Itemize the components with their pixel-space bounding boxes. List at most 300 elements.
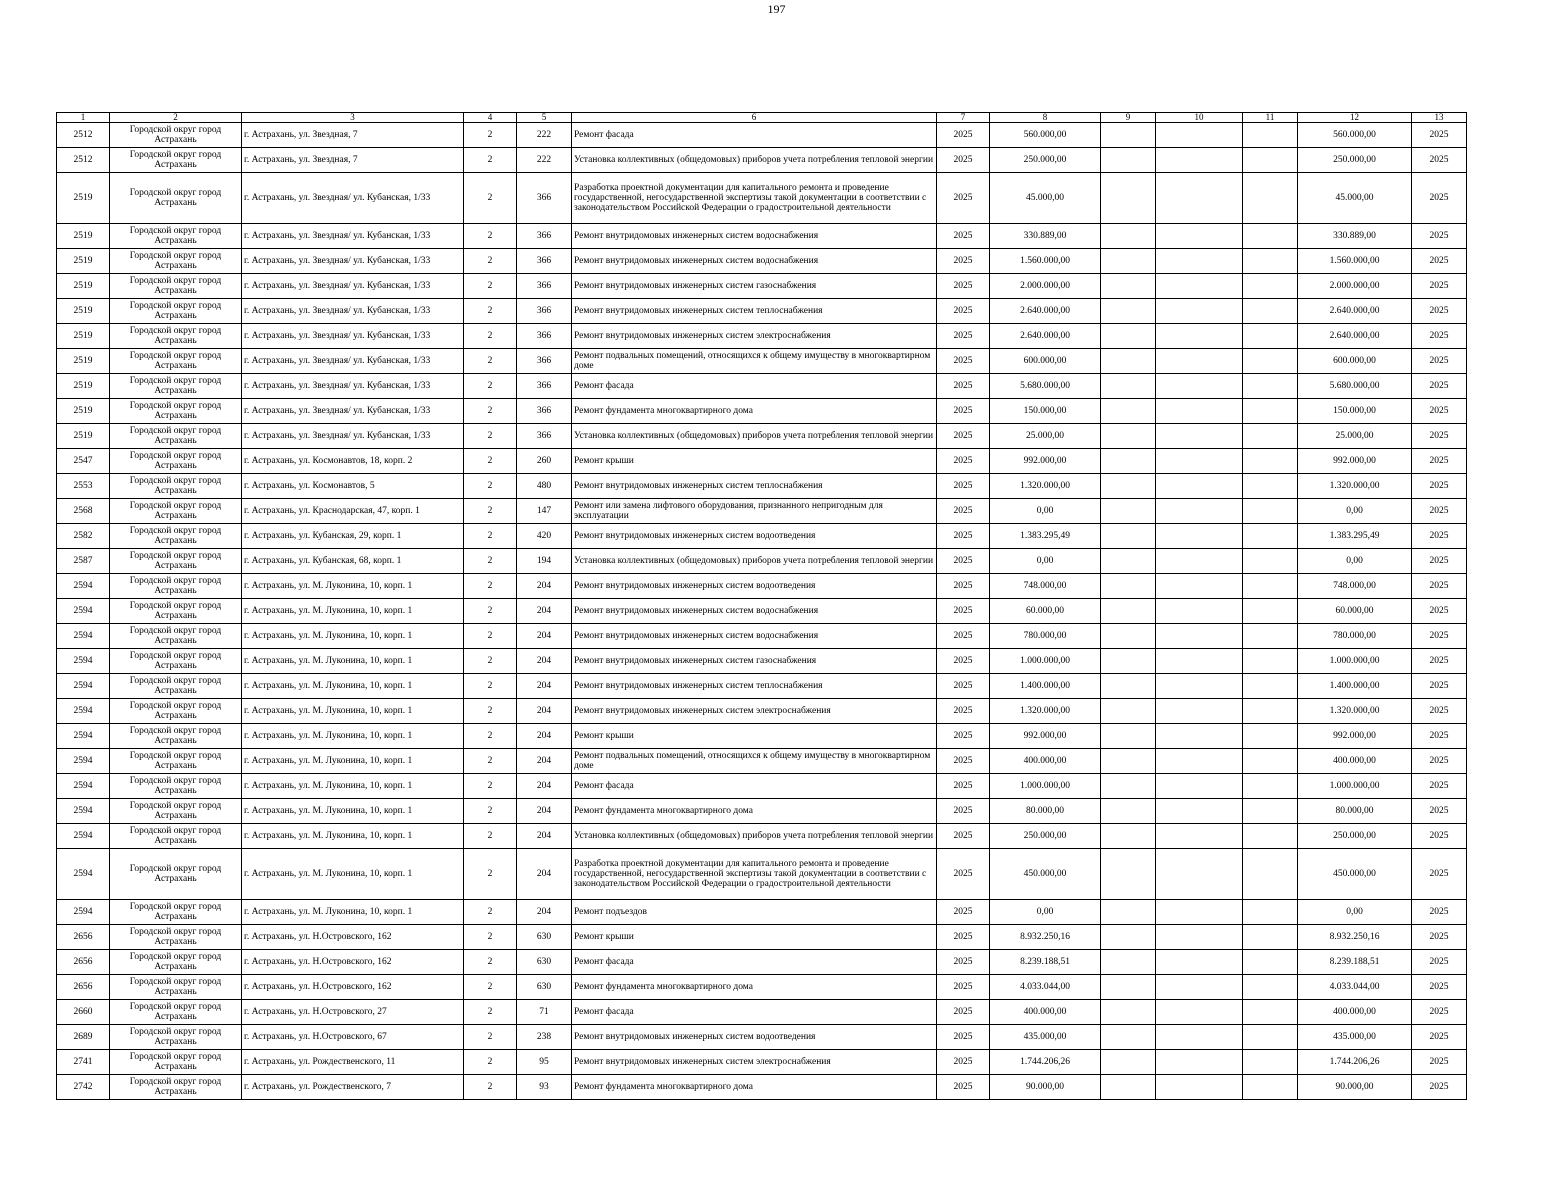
table-row bbox=[57, 699, 1467, 724]
cost-total-cell: 1.320.000,00 bbox=[990, 699, 1101, 724]
col-4-value-cell: 2 bbox=[464, 324, 517, 349]
end-year-cell: 2025 bbox=[1412, 299, 1467, 324]
col-10-value-cell bbox=[1156, 299, 1243, 324]
col-11-value-cell bbox=[1243, 1050, 1298, 1075]
row-id-cell: 2519 bbox=[57, 324, 110, 349]
end-year-cell: 2025 bbox=[1412, 224, 1467, 249]
col-4-value-cell: 2 bbox=[464, 900, 517, 925]
col-5-value-cell: 366 bbox=[517, 299, 572, 324]
cost-fund-cell: 330.889,00 bbox=[1298, 224, 1412, 249]
cost-total-cell: 435.000,00 bbox=[990, 1025, 1101, 1050]
col-11-value-cell bbox=[1243, 449, 1298, 474]
start-year-cell: 2025 bbox=[937, 950, 990, 975]
start-year-cell: 2025 bbox=[937, 274, 990, 299]
row-id-cell: 2519 bbox=[57, 349, 110, 374]
col-10-value-cell bbox=[1156, 749, 1243, 774]
col-4-value-cell: 2 bbox=[464, 749, 517, 774]
address-cell: г. Астрахань, ул. М. Луконина, 10, корп. 1 bbox=[242, 900, 464, 925]
col-4-value-cell: 2 bbox=[464, 449, 517, 474]
cost-fund-cell: 748.000,00 bbox=[1298, 574, 1412, 599]
table-row bbox=[57, 224, 1467, 249]
col-10-value-cell bbox=[1156, 900, 1243, 925]
col-10-value-cell bbox=[1156, 1075, 1243, 1100]
work-type-cell: Ремонт внутридомовых инженерных систем водоотведения bbox=[572, 1025, 937, 1050]
end-year-cell: 2025 bbox=[1412, 599, 1467, 624]
col-10-value-cell bbox=[1156, 374, 1243, 399]
col-5-value-cell: 204 bbox=[517, 824, 572, 849]
table-row bbox=[57, 950, 1467, 975]
municipality-cell: Городской округ город Астрахань bbox=[110, 599, 242, 624]
col-10-value-cell bbox=[1156, 399, 1243, 424]
cost-total-cell: 450.000,00 bbox=[990, 849, 1101, 900]
col-11-value-cell bbox=[1243, 549, 1298, 574]
municipality-cell: Городской округ город Астрахань bbox=[110, 173, 242, 224]
cost-fund-cell: 0,00 bbox=[1298, 499, 1412, 524]
col-9-value-cell bbox=[1101, 324, 1156, 349]
work-type-cell: Ремонт внутридомовых инженерных систем водоснабжения bbox=[572, 624, 937, 649]
work-type-cell: Ремонт внутридомовых инженерных систем водоснабжения bbox=[572, 599, 937, 624]
col-11-value-cell bbox=[1243, 349, 1298, 374]
end-year-cell: 2025 bbox=[1412, 1000, 1467, 1025]
address-cell: г. Астрахань, ул. М. Луконина, 10, корп. 1 bbox=[242, 574, 464, 599]
col-9-value-cell bbox=[1101, 274, 1156, 299]
cost-fund-cell: 2.640.000,00 bbox=[1298, 299, 1412, 324]
cost-total-cell: 400.000,00 bbox=[990, 1000, 1101, 1025]
col-5-value-cell: 238 bbox=[517, 1025, 572, 1050]
end-year-cell: 2025 bbox=[1412, 774, 1467, 799]
row-id-cell: 2594 bbox=[57, 599, 110, 624]
col-10-value-cell bbox=[1156, 349, 1243, 374]
address-cell: г. Астрахань, ул. Рождественского, 7 bbox=[242, 1075, 464, 1100]
start-year-cell: 2025 bbox=[937, 1000, 990, 1025]
col-9-value-cell bbox=[1101, 349, 1156, 374]
municipality-cell: Городской округ город Астрахань bbox=[110, 524, 242, 549]
cost-fund-cell: 250.000,00 bbox=[1298, 148, 1412, 173]
table-row bbox=[57, 724, 1467, 749]
col-11-value-cell bbox=[1243, 749, 1298, 774]
end-year-cell: 2025 bbox=[1412, 724, 1467, 749]
table-row bbox=[57, 1050, 1467, 1075]
row-id-cell: 2519 bbox=[57, 249, 110, 274]
col-9-value-cell bbox=[1101, 1000, 1156, 1025]
row-id-cell: 2519 bbox=[57, 274, 110, 299]
work-type-cell: Ремонт фундамента многоквартирного дома bbox=[572, 975, 937, 1000]
row-id-cell: 2689 bbox=[57, 1025, 110, 1050]
address-cell: г. Астрахань, ул. Краснодарская, 47, корп. 1 bbox=[242, 499, 464, 524]
row-id-cell: 2594 bbox=[57, 724, 110, 749]
work-type-cell: Установка коллективных (общедомовых) приборов учета потребления тепловой энергии bbox=[572, 549, 937, 574]
start-year-cell: 2025 bbox=[937, 1025, 990, 1050]
col-11-value-cell bbox=[1243, 975, 1298, 1000]
end-year-cell: 2025 bbox=[1412, 674, 1467, 699]
col-5-value-cell: 366 bbox=[517, 324, 572, 349]
table-row bbox=[57, 1025, 1467, 1050]
cost-fund-cell: 150.000,00 bbox=[1298, 399, 1412, 424]
cost-fund-cell: 992.000,00 bbox=[1298, 724, 1412, 749]
municipality-cell: Городской округ город Астрахань bbox=[110, 148, 242, 173]
col-11-value-cell bbox=[1243, 1075, 1298, 1100]
end-year-cell: 2025 bbox=[1412, 349, 1467, 374]
end-year-cell: 2025 bbox=[1412, 799, 1467, 824]
col-4-value-cell: 2 bbox=[464, 799, 517, 824]
col-11-value-cell bbox=[1243, 173, 1298, 224]
col-9-value-cell bbox=[1101, 123, 1156, 148]
table-row bbox=[57, 449, 1467, 474]
end-year-cell: 2025 bbox=[1412, 274, 1467, 299]
table-row bbox=[57, 1000, 1467, 1025]
end-year-cell: 2025 bbox=[1412, 148, 1467, 173]
col-9-value-cell bbox=[1101, 299, 1156, 324]
cost-fund-cell: 600.000,00 bbox=[1298, 349, 1412, 374]
col-9-value-cell bbox=[1101, 900, 1156, 925]
col-11-value-cell bbox=[1243, 950, 1298, 975]
cost-total-cell: 25.000,00 bbox=[990, 424, 1101, 449]
col-10-value-cell bbox=[1156, 249, 1243, 274]
address-cell: г. Астрахань, ул. Звездная/ ул. Кубанская, 1/33 bbox=[242, 274, 464, 299]
work-type-cell: Ремонт фундамента многоквартирного дома bbox=[572, 399, 937, 424]
col-9-value-cell bbox=[1101, 173, 1156, 224]
end-year-cell: 2025 bbox=[1412, 1050, 1467, 1075]
start-year-cell: 2025 bbox=[937, 148, 990, 173]
col-5-value-cell: 204 bbox=[517, 649, 572, 674]
col-11-value-cell bbox=[1243, 148, 1298, 173]
work-type-cell: Ремонт фасада bbox=[572, 123, 937, 148]
row-id-cell: 2519 bbox=[57, 399, 110, 424]
municipality-cell: Городской округ город Астрахань bbox=[110, 1075, 242, 1100]
col-10-value-cell bbox=[1156, 123, 1243, 148]
col-9-value-cell bbox=[1101, 1075, 1156, 1100]
work-type-cell: Ремонт фундамента многоквартирного дома bbox=[572, 799, 937, 824]
col-11-value-cell bbox=[1243, 123, 1298, 148]
col-4-value-cell: 2 bbox=[464, 599, 517, 624]
col-4-value-cell: 2 bbox=[464, 774, 517, 799]
col-4-value-cell: 2 bbox=[464, 699, 517, 724]
cost-total-cell: 0,00 bbox=[990, 499, 1101, 524]
col-11-value-cell bbox=[1243, 399, 1298, 424]
row-id-cell: 2519 bbox=[57, 299, 110, 324]
cost-fund-cell: 1.400.000,00 bbox=[1298, 674, 1412, 699]
cost-fund-cell: 0,00 bbox=[1298, 900, 1412, 925]
municipality-cell: Городской округ город Астрахань bbox=[110, 749, 242, 774]
table-row bbox=[57, 900, 1467, 925]
row-id-cell: 2594 bbox=[57, 624, 110, 649]
municipality-cell: Городской округ город Астрахань bbox=[110, 123, 242, 148]
col-9-value-cell bbox=[1101, 374, 1156, 399]
work-type-cell: Ремонт подвальных помещений, относящихся к общему имуществу в многоквартирном доме bbox=[572, 349, 937, 374]
column-number-7: 7 bbox=[937, 113, 990, 123]
work-type-cell: Ремонт внутридомовых инженерных систем водоснабжения bbox=[572, 224, 937, 249]
col-9-value-cell bbox=[1101, 950, 1156, 975]
end-year-cell: 2025 bbox=[1412, 474, 1467, 499]
col-10-value-cell bbox=[1156, 524, 1243, 549]
col-10-value-cell bbox=[1156, 449, 1243, 474]
address-cell: г. Астрахань, ул. Звездная/ ул. Кубанская, 1/33 bbox=[242, 424, 464, 449]
table-row bbox=[57, 849, 1467, 900]
address-cell: г. Астрахань, ул. Н.Островского, 162 bbox=[242, 975, 464, 1000]
address-cell: г. Астрахань, ул. Н.Островского, 162 bbox=[242, 950, 464, 975]
end-year-cell: 2025 bbox=[1412, 699, 1467, 724]
municipality-cell: Городской округ город Астрахань bbox=[110, 975, 242, 1000]
col-4-value-cell: 2 bbox=[464, 474, 517, 499]
row-id-cell: 2519 bbox=[57, 173, 110, 224]
row-id-cell: 2656 bbox=[57, 925, 110, 950]
col-11-value-cell bbox=[1243, 649, 1298, 674]
col-9-value-cell bbox=[1101, 649, 1156, 674]
work-type-cell: Ремонт подъездов bbox=[572, 900, 937, 925]
col-5-value-cell: 204 bbox=[517, 724, 572, 749]
cost-fund-cell: 60.000,00 bbox=[1298, 599, 1412, 624]
start-year-cell: 2025 bbox=[937, 1050, 990, 1075]
start-year-cell: 2025 bbox=[937, 774, 990, 799]
col-9-value-cell bbox=[1101, 975, 1156, 1000]
row-id-cell: 2519 bbox=[57, 224, 110, 249]
end-year-cell: 2025 bbox=[1412, 975, 1467, 1000]
col-5-value-cell: 204 bbox=[517, 599, 572, 624]
address-cell: г. Астрахань, ул. М. Луконина, 10, корп. 1 bbox=[242, 749, 464, 774]
end-year-cell: 2025 bbox=[1412, 499, 1467, 524]
start-year-cell: 2025 bbox=[937, 599, 990, 624]
cost-total-cell: 1.000.000,00 bbox=[990, 649, 1101, 674]
work-type-cell: Ремонт внутридомовых инженерных систем теплоснабжения bbox=[572, 674, 937, 699]
col-10-value-cell bbox=[1156, 649, 1243, 674]
col-10-value-cell bbox=[1156, 1000, 1243, 1025]
address-cell: г. Астрахань, ул. Звездная/ ул. Кубанская, 1/33 bbox=[242, 173, 464, 224]
col-5-value-cell: 366 bbox=[517, 274, 572, 299]
work-type-cell: Ремонт крыши bbox=[572, 925, 937, 950]
cost-total-cell: 4.033.044,00 bbox=[990, 975, 1101, 1000]
end-year-cell: 2025 bbox=[1412, 249, 1467, 274]
start-year-cell: 2025 bbox=[937, 123, 990, 148]
col-9-value-cell bbox=[1101, 599, 1156, 624]
row-id-cell: 2568 bbox=[57, 499, 110, 524]
municipality-cell: Городской округ город Астрахань bbox=[110, 674, 242, 699]
address-cell: г. Астрахань, ул. М. Луконина, 10, корп. 1 bbox=[242, 624, 464, 649]
row-id-cell: 2594 bbox=[57, 900, 110, 925]
end-year-cell: 2025 bbox=[1412, 624, 1467, 649]
start-year-cell: 2025 bbox=[937, 249, 990, 274]
col-11-value-cell bbox=[1243, 824, 1298, 849]
col-9-value-cell bbox=[1101, 699, 1156, 724]
col-5-value-cell: 260 bbox=[517, 449, 572, 474]
cost-fund-cell: 0,00 bbox=[1298, 549, 1412, 574]
start-year-cell: 2025 bbox=[937, 1075, 990, 1100]
col-4-value-cell: 2 bbox=[464, 849, 517, 900]
cost-fund-cell: 992.000,00 bbox=[1298, 449, 1412, 474]
row-id-cell: 2594 bbox=[57, 699, 110, 724]
col-4-value-cell: 2 bbox=[464, 499, 517, 524]
col-4-value-cell: 2 bbox=[464, 549, 517, 574]
address-cell: г. Астрахань, ул. Космонавтов, 18, корп. 2 bbox=[242, 449, 464, 474]
col-10-value-cell bbox=[1156, 173, 1243, 224]
col-5-value-cell: 420 bbox=[517, 524, 572, 549]
row-id-cell: 2594 bbox=[57, 674, 110, 699]
work-type-cell: Ремонт внутридомовых инженерных систем водоснабжения bbox=[572, 249, 937, 274]
col-11-value-cell bbox=[1243, 324, 1298, 349]
cost-fund-cell: 4.033.044,00 bbox=[1298, 975, 1412, 1000]
municipality-cell: Городской округ город Астрахань bbox=[110, 249, 242, 274]
col-5-value-cell: 204 bbox=[517, 849, 572, 900]
work-type-cell: Ремонт фасада bbox=[572, 774, 937, 799]
address-cell: г. Астрахань, ул. Н.Островского, 162 bbox=[242, 925, 464, 950]
table-row bbox=[57, 123, 1467, 148]
work-type-cell: Ремонт крыши bbox=[572, 449, 937, 474]
col-5-value-cell: 204 bbox=[517, 799, 572, 824]
column-number-1: 1 bbox=[57, 113, 110, 123]
col-10-value-cell bbox=[1156, 224, 1243, 249]
table-row bbox=[57, 374, 1467, 399]
table-row bbox=[57, 925, 1467, 950]
column-number-6: 6 bbox=[572, 113, 937, 123]
col-9-value-cell bbox=[1101, 148, 1156, 173]
col-4-value-cell: 2 bbox=[464, 374, 517, 399]
col-5-value-cell: 222 bbox=[517, 123, 572, 148]
table-row bbox=[57, 774, 1467, 799]
col-5-value-cell: 93 bbox=[517, 1075, 572, 1100]
address-cell: г. Астрахань, ул. Звездная, 7 bbox=[242, 123, 464, 148]
col-5-value-cell: 204 bbox=[517, 749, 572, 774]
cost-total-cell: 2.640.000,00 bbox=[990, 324, 1101, 349]
cost-total-cell: 8.932.250,16 bbox=[990, 925, 1101, 950]
col-10-value-cell bbox=[1156, 824, 1243, 849]
address-cell: г. Астрахань, ул. М. Луконина, 10, корп. 1 bbox=[242, 799, 464, 824]
start-year-cell: 2025 bbox=[937, 624, 990, 649]
cost-fund-cell: 780.000,00 bbox=[1298, 624, 1412, 649]
cost-fund-cell: 80.000,00 bbox=[1298, 799, 1412, 824]
end-year-cell: 2025 bbox=[1412, 925, 1467, 950]
col-9-value-cell bbox=[1101, 474, 1156, 499]
municipality-cell: Городской округ город Астрахань bbox=[110, 424, 242, 449]
col-9-value-cell bbox=[1101, 449, 1156, 474]
row-id-cell: 2660 bbox=[57, 1000, 110, 1025]
col-5-value-cell: 204 bbox=[517, 574, 572, 599]
end-year-cell: 2025 bbox=[1412, 123, 1467, 148]
col-10-value-cell bbox=[1156, 274, 1243, 299]
cost-total-cell: 600.000,00 bbox=[990, 349, 1101, 374]
col-11-value-cell bbox=[1243, 1000, 1298, 1025]
cost-total-cell: 150.000,00 bbox=[990, 399, 1101, 424]
end-year-cell: 2025 bbox=[1412, 1075, 1467, 1100]
col-5-value-cell: 204 bbox=[517, 774, 572, 799]
end-year-cell: 2025 bbox=[1412, 749, 1467, 774]
col-11-value-cell bbox=[1243, 499, 1298, 524]
col-9-value-cell bbox=[1101, 1050, 1156, 1075]
col-5-value-cell: 366 bbox=[517, 424, 572, 449]
col-5-value-cell: 222 bbox=[517, 148, 572, 173]
page-number: 197 bbox=[767, 2, 786, 16]
col-10-value-cell bbox=[1156, 549, 1243, 574]
municipality-cell: Городской округ город Астрахань bbox=[110, 1050, 242, 1075]
col-10-value-cell bbox=[1156, 148, 1243, 173]
col-10-value-cell bbox=[1156, 724, 1243, 749]
work-type-cell: Ремонт внутридомовых инженерных систем электроснабжения bbox=[572, 324, 937, 349]
col-11-value-cell bbox=[1243, 900, 1298, 925]
cost-fund-cell: 560.000,00 bbox=[1298, 123, 1412, 148]
col-10-value-cell bbox=[1156, 474, 1243, 499]
table-row bbox=[57, 274, 1467, 299]
col-9-value-cell bbox=[1101, 1025, 1156, 1050]
col-5-value-cell: 95 bbox=[517, 1050, 572, 1075]
column-number-2: 2 bbox=[110, 113, 242, 123]
col-5-value-cell: 204 bbox=[517, 624, 572, 649]
address-cell: г. Астрахань, ул. М. Луконина, 10, корп. 1 bbox=[242, 774, 464, 799]
address-cell: г. Астрахань, ул. Звездная/ ул. Кубанская, 1/33 bbox=[242, 224, 464, 249]
municipality-cell: Городской округ город Астрахань bbox=[110, 849, 242, 900]
col-4-value-cell: 2 bbox=[464, 123, 517, 148]
col-5-value-cell: 194 bbox=[517, 549, 572, 574]
table-row bbox=[57, 674, 1467, 699]
municipality-cell: Городской округ город Астрахань bbox=[110, 549, 242, 574]
cost-fund-cell: 1.000.000,00 bbox=[1298, 774, 1412, 799]
address-cell: г. Астрахань, ул. М. Луконина, 10, корп. 1 bbox=[242, 699, 464, 724]
col-4-value-cell: 2 bbox=[464, 1050, 517, 1075]
table-row bbox=[57, 599, 1467, 624]
work-type-cell: Ремонт подвальных помещений, относящихся к общему имуществу в многоквартирном доме bbox=[572, 749, 937, 774]
row-id-cell: 2594 bbox=[57, 574, 110, 599]
column-number-12: 12 bbox=[1298, 113, 1412, 123]
row-id-cell: 2594 bbox=[57, 749, 110, 774]
col-9-value-cell bbox=[1101, 574, 1156, 599]
table-row bbox=[57, 499, 1467, 524]
municipality-cell: Городской округ город Астрахань bbox=[110, 399, 242, 424]
col-11-value-cell bbox=[1243, 599, 1298, 624]
end-year-cell: 2025 bbox=[1412, 449, 1467, 474]
cost-total-cell: 80.000,00 bbox=[990, 799, 1101, 824]
col-5-value-cell: 480 bbox=[517, 474, 572, 499]
table-row bbox=[57, 624, 1467, 649]
municipality-cell: Городской округ город Астрахань bbox=[110, 499, 242, 524]
row-id-cell: 2594 bbox=[57, 649, 110, 674]
work-type-cell: Разработка проектной документации для капитального ремонта и проведение государственной, негосударственной экспертизы такой документации в соответствии с законодательством Российской Федерации о градостроительной деятельности bbox=[572, 849, 937, 900]
end-year-cell: 2025 bbox=[1412, 849, 1467, 900]
col-11-value-cell bbox=[1243, 424, 1298, 449]
end-year-cell: 2025 bbox=[1412, 824, 1467, 849]
table-row bbox=[57, 349, 1467, 374]
address-cell: г. Астрахань, ул. М. Луконина, 10, корп. 1 bbox=[242, 599, 464, 624]
cost-total-cell: 90.000,00 bbox=[990, 1075, 1101, 1100]
table-row bbox=[57, 799, 1467, 824]
col-9-value-cell bbox=[1101, 925, 1156, 950]
row-id-cell: 2594 bbox=[57, 849, 110, 900]
cost-total-cell: 250.000,00 bbox=[990, 824, 1101, 849]
col-9-value-cell bbox=[1101, 549, 1156, 574]
col-5-value-cell: 204 bbox=[517, 900, 572, 925]
municipality-cell: Городской округ город Астрахань bbox=[110, 1025, 242, 1050]
col-11-value-cell bbox=[1243, 849, 1298, 900]
start-year-cell: 2025 bbox=[937, 900, 990, 925]
col-5-value-cell: 366 bbox=[517, 173, 572, 224]
column-number-8: 8 bbox=[990, 113, 1101, 123]
cost-total-cell: 8.239.188,51 bbox=[990, 950, 1101, 975]
table-row bbox=[57, 749, 1467, 774]
col-11-value-cell bbox=[1243, 249, 1298, 274]
col-5-value-cell: 147 bbox=[517, 499, 572, 524]
municipality-cell: Городской округ город Астрахань bbox=[110, 574, 242, 599]
col-5-value-cell: 366 bbox=[517, 249, 572, 274]
col-4-value-cell: 2 bbox=[464, 574, 517, 599]
col-11-value-cell bbox=[1243, 299, 1298, 324]
municipality-cell: Городской округ город Астрахань bbox=[110, 950, 242, 975]
column-number-4: 4 bbox=[464, 113, 517, 123]
col-11-value-cell bbox=[1243, 524, 1298, 549]
col-5-value-cell: 204 bbox=[517, 699, 572, 724]
address-cell: г. Астрахань, ул. Кубанская, 68, корп. 1 bbox=[242, 549, 464, 574]
table-row bbox=[57, 299, 1467, 324]
address-cell: г. Астрахань, ул. Звездная/ ул. Кубанская, 1/33 bbox=[242, 299, 464, 324]
col-5-value-cell: 71 bbox=[517, 1000, 572, 1025]
end-year-cell: 2025 bbox=[1412, 424, 1467, 449]
start-year-cell: 2025 bbox=[937, 399, 990, 424]
col-9-value-cell bbox=[1101, 674, 1156, 699]
